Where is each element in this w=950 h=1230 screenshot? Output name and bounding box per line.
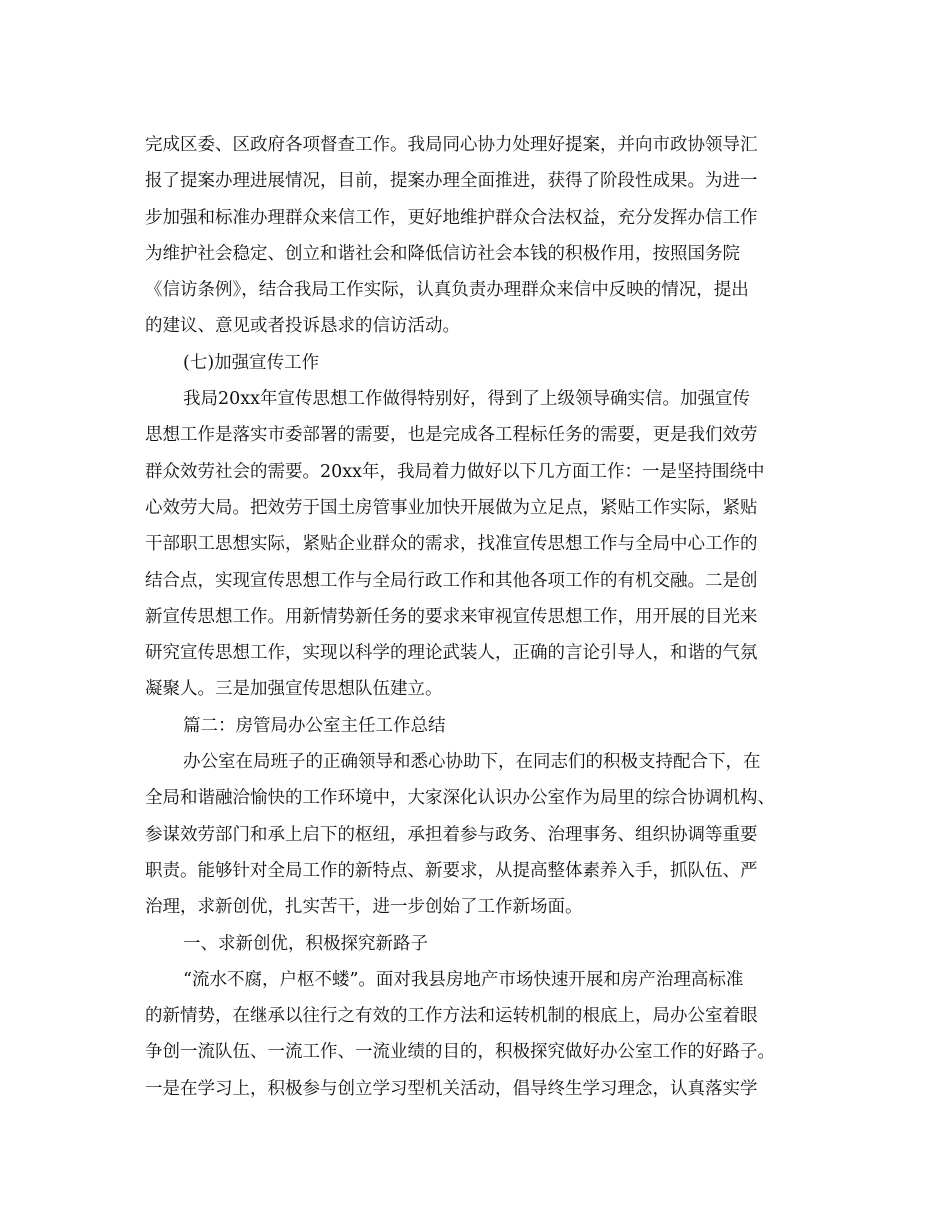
text-line: 治理，求新创优，扎实苦干，进一步创始了工作新场面。 [145,897,583,918]
text-line: 的建议、意见或者投诉恳求的信访活动。 [145,316,460,337]
section-heading: 篇二：房管局办公室主任工作总结 [183,715,446,736]
text-line: 办公室在局班子的正确领导和悉心协助下，在同志们的积极支持配合下，在 [183,752,761,773]
section-heading: (七)加强宣传工作 [183,352,320,373]
text-line: 为维护社会稳定、创立和谐社会和降低信访社会本钱的积极作用，按照国务院 [145,243,740,264]
section-heading: 一、求新创优，积极探究新路子 [183,933,428,954]
text-line: 争创一流队伍、一流工作、一流业绩的目的，积极探究做好办公室工作的好路子。 [145,1042,775,1063]
text-block [145,127,815,1107]
text-line: 完成区委、区政府各项督查工作。我局同心协力处理好提案，并向市政协领导汇 [145,135,758,155]
text-line: 干部职工思想实际，紧贴企业群众的需求，找准宣传思想工作与全局中心工作的 [145,534,758,555]
text-line: 步加强和标准办理群众来信工作，更好地维护群众合法权益，充分发挥办信工作 [145,207,758,228]
text-line: 参谋效劳部门和承上启下的枢纽，承担着参与政务、治理事务、组织协调等重要 [145,824,758,845]
text-line: 心效劳大局。把效劳于国土房管事业加快开展做为立足点，紧贴工作实际，紧贴 [145,497,758,518]
text-line: 我局20xx年宣传思想工作做得特别好，得到了上级领导确实信。加强宣传 [183,389,751,410]
text-line: 思想工作是落实市委部署的需要，也是完成各工程标任务的需要，更是我们效劳 [145,425,758,446]
text-line: 的新情势，在继承以往行之有效的工作方法和运转机制的根底上，局办公室着眼 [145,1006,758,1027]
text-line: 研究宣传思想工作，实现以科学的理论武装人，正确的言论引导人，和谐的气氛 [145,643,758,664]
text-line: 全局和谐融洽愉快的工作环境中，大家深化认识办公室作为局里的综合协调机构、 [145,788,775,809]
text-line: 一是在学习上，积极参与创立学习型机关活动，倡导终生学习理念，认真落实学 [145,1078,758,1099]
text-line: “流水不腐，户枢不蝼”。面对我县房地产市场快速开展和房产治理高标准 [183,969,744,990]
text-line: 报了提案办理进展情况，目前，提案办理全面推进，获得了阶段性成果。为进一 [145,171,758,192]
text-line: 新宣传思想工作。用新情势新任务的要求来审视宣传思想工作，用开展的目光来 [145,606,758,627]
document-body [145,127,815,1107]
text-line: 凝聚人。三是加强宣传思想队伍建立。 [145,679,443,700]
text-line: 群众效劳社会的需要。20xx年，我局着力做好以下几方面工作：一是坚持围绕中 [145,461,765,482]
text-line: 职责。能够针对全局工作的新特点、新要求，从提高整体素养入手，抓队伍、严 [145,860,758,881]
text-line: 《信访条例》，结合我局工作实际，认真负责办理群众来信中反映的情况，提出 [145,280,749,301]
text-line: 结合点，实现宣传思想工作与全局行政工作和其他各项工作的有机交融。二是创 [145,570,758,591]
